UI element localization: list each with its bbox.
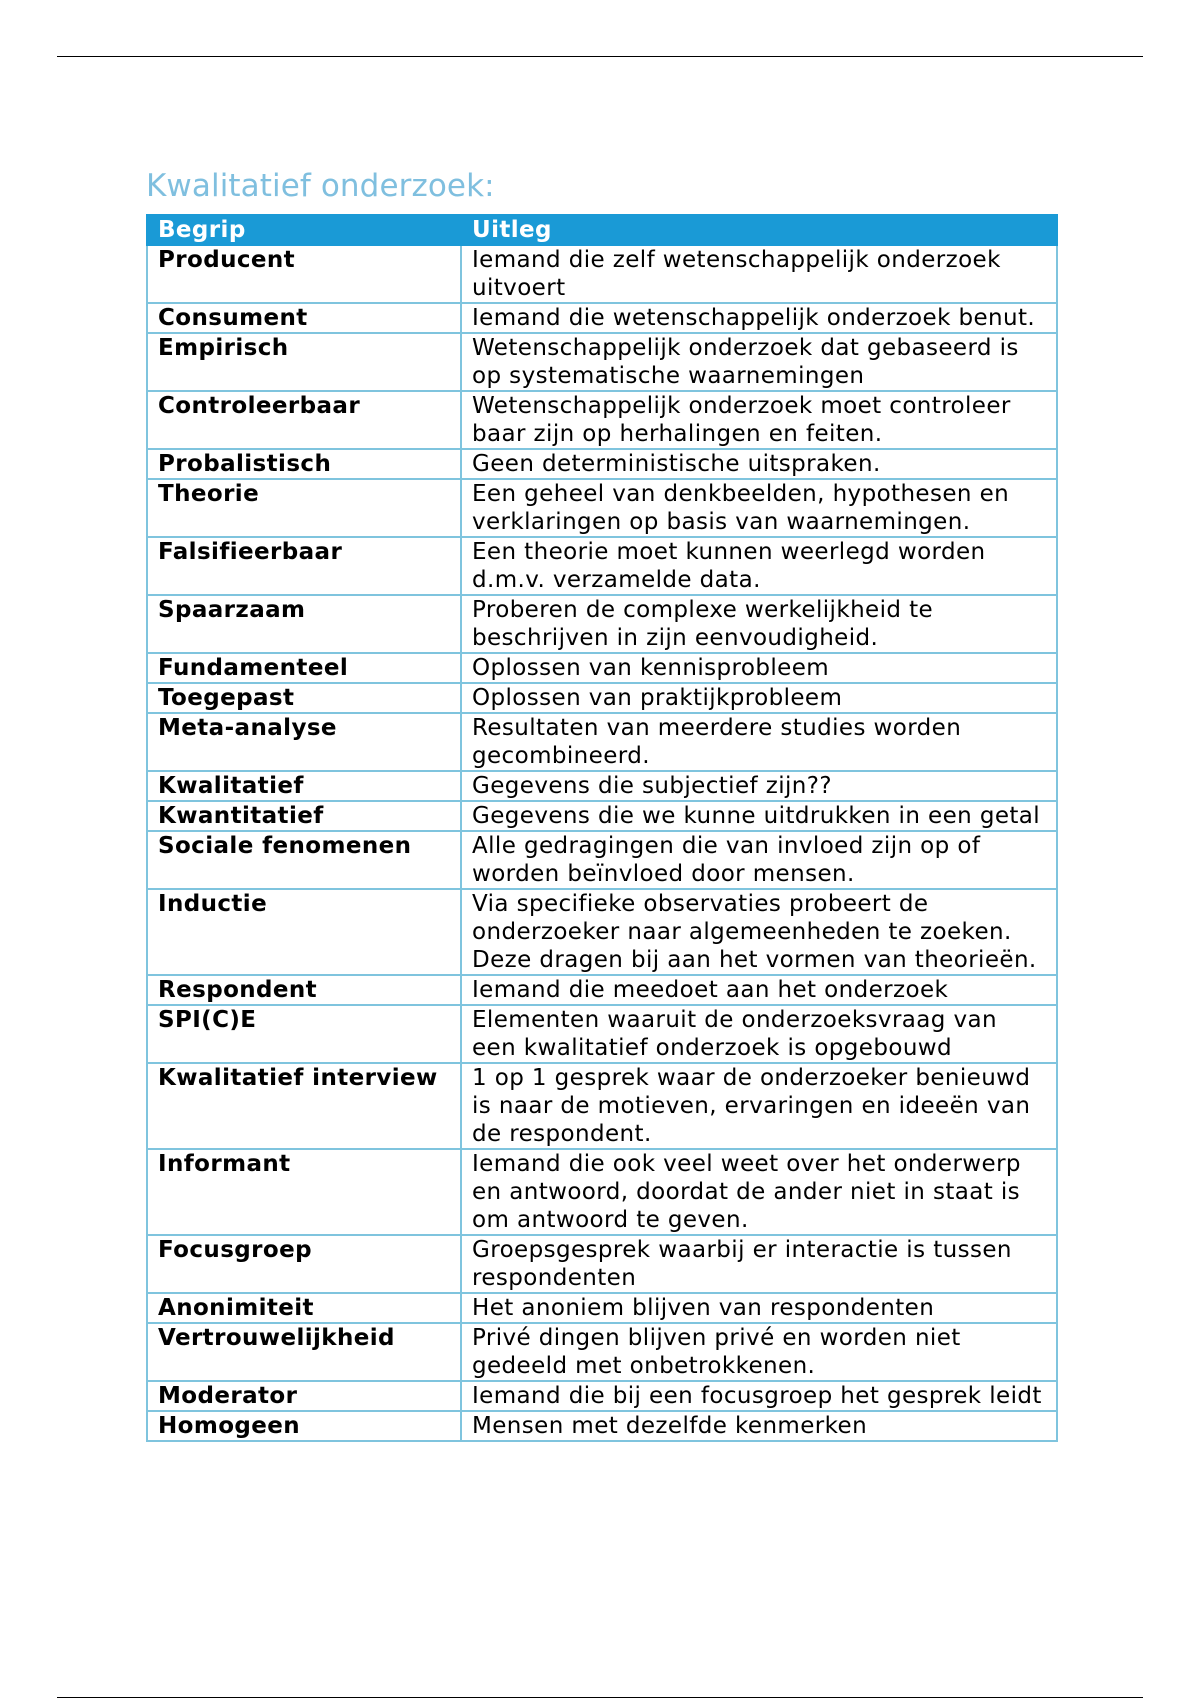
table-row — [147, 537, 1057, 595]
term-cell: Kwalitatief interview — [147, 1063, 461, 1149]
definition-cell: Groepsgesprek waarbij er interactie is tussen respondenten — [461, 1235, 1057, 1293]
definition-cell: Wetenschappelijk onderzoek moet controleer baar zijn op herhalingen en feiten. — [461, 391, 1057, 449]
table-row — [147, 1323, 1057, 1381]
table-row — [147, 653, 1057, 683]
definition-cell: Wetenschappelijk onderzoek dat gebaseerd is op systematische waarnemingen — [461, 333, 1057, 391]
term-cell: Spaarzaam — [147, 595, 461, 653]
table-row — [147, 771, 1057, 801]
table-row — [147, 683, 1057, 713]
table-row — [147, 1149, 1057, 1235]
definition-cell: Via specifieke observaties probeert de onderzoeker naar algemeenheden te zoeken. Deze dragen bij aan het vormen van theorieën. — [461, 889, 1057, 975]
term-cell: Meta-analyse — [147, 713, 461, 771]
table-row — [147, 1235, 1057, 1293]
term-cell: Controleerbaar — [147, 391, 461, 449]
definition-cell: Het anoniem blijven van respondenten — [461, 1293, 1057, 1323]
term-cell: Vertrouwelijkheid — [147, 1323, 461, 1381]
table-header-row — [147, 215, 1057, 245]
term-cell: Anonimiteit — [147, 1293, 461, 1323]
definition-cell: Gegevens die we kunne uitdrukken in een getal — [461, 801, 1057, 831]
term-cell: Falsifieerbaar — [147, 537, 461, 595]
definition-cell: Elementen waaruit de onderzoeksvraag van een kwalitatief onderzoek is opgebouwd — [461, 1005, 1057, 1063]
term-cell: SPI(C)E — [147, 1005, 461, 1063]
definition-cell: Privé dingen blijven privé en worden niet gedeeld met onbetrokkenen. — [461, 1323, 1057, 1381]
term-cell: Homogeen — [147, 1411, 461, 1441]
definition-cell: Iemand die wetenschappelijk onderzoek benut. — [461, 303, 1057, 333]
definition-cell: Iemand die ook veel weet over het onderwerp en antwoord, doordat de ander niet in staat is om antwoord te geven. — [461, 1149, 1057, 1235]
definition-cell: Resultaten van meerdere studies worden gecombineerd. — [461, 713, 1057, 771]
table-row — [147, 303, 1057, 333]
table-row — [147, 1005, 1057, 1063]
table-row — [147, 831, 1057, 889]
term-cell: Probalistisch — [147, 449, 461, 479]
table-row — [147, 1293, 1057, 1323]
term-cell: Consument — [147, 303, 461, 333]
header-rule — [57, 56, 1143, 57]
term-cell: Theorie — [147, 479, 461, 537]
column-header-term: Begrip — [147, 215, 461, 245]
table-row — [147, 595, 1057, 653]
definition-cell: Geen deterministische uitspraken. — [461, 449, 1057, 479]
table-row — [147, 449, 1057, 479]
term-cell: Respondent — [147, 975, 461, 1005]
definition-cell: Een theorie moet kunnen weerlegd worden d.m.v. verzamelde data. — [461, 537, 1057, 595]
term-cell: Empirisch — [147, 333, 461, 391]
table-row — [147, 1063, 1057, 1149]
definition-cell: Oplossen van praktijkprobleem — [461, 683, 1057, 713]
table-row — [147, 713, 1057, 771]
term-cell: Focusgroep — [147, 1235, 461, 1293]
table-row — [147, 479, 1057, 537]
definition-cell: 1 op 1 gesprek waar de onderzoeker benieuwd is naar de motieven, ervaringen en ideeën van de respondent. — [461, 1063, 1057, 1149]
table-row — [147, 801, 1057, 831]
table-row — [147, 1381, 1057, 1411]
table-row — [147, 391, 1057, 449]
definition-cell: Mensen met dezelfde kenmerken — [461, 1411, 1057, 1441]
term-cell: Moderator — [147, 1381, 461, 1411]
table-row — [147, 245, 1057, 303]
definition-cell: Gegevens die subjectief zijn?? — [461, 771, 1057, 801]
definition-cell: Iemand die meedoet aan het onderzoek — [461, 975, 1057, 1005]
glossary-table — [146, 214, 1058, 1442]
term-cell: Kwalitatief — [147, 771, 461, 801]
term-cell: Toegepast — [147, 683, 461, 713]
column-header-definition: Uitleg — [461, 215, 1057, 245]
footer-rule — [57, 1697, 1143, 1698]
table-row — [147, 1411, 1057, 1441]
definition-cell: Een geheel van denkbeelden, hypothesen en verklaringen op basis van waarnemingen. — [461, 479, 1057, 537]
definition-cell: Proberen de complexe werkelijkheid te beschrijven in zijn eenvoudigheid. — [461, 595, 1057, 653]
term-cell: Inductie — [147, 889, 461, 975]
term-cell: Fundamenteel — [147, 653, 461, 683]
term-cell: Kwantitatief — [147, 801, 461, 831]
definition-cell: Iemand die zelf wetenschappelijk onderzoek uitvoert — [461, 245, 1057, 303]
definition-cell: Alle gedragingen die van invloed zijn op of worden beïnvloed door mensen. — [461, 831, 1057, 889]
term-cell: Sociale fenomenen — [147, 831, 461, 889]
table-row — [147, 333, 1057, 391]
table-row — [147, 889, 1057, 975]
table-row — [147, 975, 1057, 1005]
term-cell: Producent — [147, 245, 461, 303]
definition-cell: Iemand die bij een focusgroep het gesprek leidt — [461, 1381, 1057, 1411]
definition-cell: Oplossen van kennisprobleem — [461, 653, 1057, 683]
page-heading: Kwalitatief onderzoek: — [146, 168, 495, 204]
term-cell: Informant — [147, 1149, 461, 1235]
